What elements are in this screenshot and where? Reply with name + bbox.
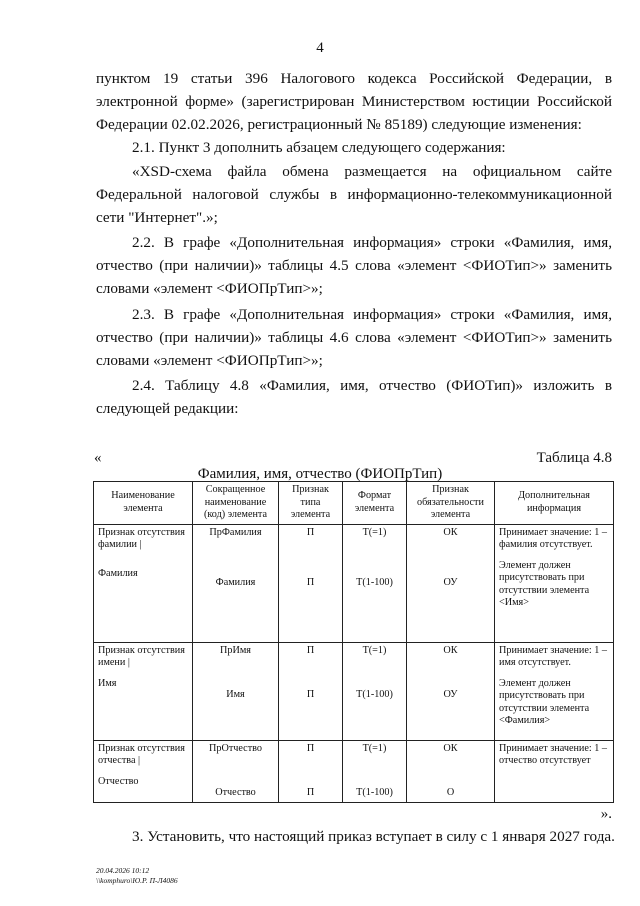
row-text: ПрИмя xyxy=(220,644,251,656)
table-row-name-group xyxy=(94,642,614,740)
row-text: Признак отсутствия фамилии | xyxy=(98,526,185,550)
paragraph-2-2: 2.2. В графе «Дополнительная информация» строки «Фамилия, имя, отчество (при наличии)» таблицы 4.5 слова «элемент <ФИОТип>» заменить словами «элемент <ФИОПрТип>»; xyxy=(96,234,612,297)
cell-required xyxy=(407,740,495,802)
elements-table xyxy=(93,481,614,803)
cell-element-name xyxy=(94,740,193,802)
cell-format xyxy=(343,524,407,642)
row-text: T(=1) xyxy=(362,526,387,538)
paragraph-continuation: пунктом 19 статьи 396 Налогового кодекса Российской Федерации, в электронной форме» (зарегистрирован Министерством юстиции Российской Федерации 02.02.2026, регистрационный № 85189) следующие изменения: xyxy=(96,70,612,133)
row-text: П xyxy=(306,577,315,588)
footer-path: \\komphuro\Ю.Р. П-Л4086 xyxy=(96,876,178,885)
cell-type xyxy=(279,740,343,802)
cell-required xyxy=(407,642,495,740)
quote-close: ». xyxy=(600,806,612,822)
table-row-surname-group xyxy=(94,524,614,642)
row-text: Принимает значение: 1 – имя отсутствует. xyxy=(499,644,607,668)
quote-open: « xyxy=(94,450,102,466)
row-text: ОУ xyxy=(443,689,458,700)
row-text: ОК xyxy=(443,644,458,656)
cell-code xyxy=(193,524,279,642)
table-title: Фамилия, имя, отчество (ФИОПрТип) xyxy=(197,466,443,482)
footer-stamp xyxy=(96,866,178,886)
table-row-patronymic-group xyxy=(94,740,614,802)
cell-element-name xyxy=(94,642,193,740)
row-text: ПрОтчество xyxy=(209,742,262,754)
row-text: T(1-100) xyxy=(356,689,393,700)
row-text: T(1-100) xyxy=(356,787,393,798)
cell-element-name xyxy=(94,524,193,642)
row-text: Признак отсутствия отчества | xyxy=(98,742,185,766)
header-cell: Признак обязательности элемента xyxy=(407,482,495,525)
header-cell: Признак типа элемента xyxy=(279,482,343,525)
row-text: Принимает значение: 1 – фамилия отсутствует. xyxy=(499,526,607,550)
row-text: П xyxy=(306,526,315,538)
cell-additional-info xyxy=(495,740,614,802)
paragraph-2-3: 2.3. В графе «Дополнительная информация» строки «Фамилия, имя, отчество (при наличии)» таблицы 4.6 слова «элемент <ФИОТип>» заменить словами «элемент <ФИОПрТип>»; xyxy=(96,306,612,369)
row-text: Признак отсутствия имени | xyxy=(98,644,185,668)
row-text: Принимает значение: 1 – отчество отсутствует xyxy=(499,742,607,766)
table-label: Таблица 4.8 xyxy=(536,450,612,466)
header-cell: Дополнительная информация xyxy=(495,482,614,525)
cell-code xyxy=(193,740,279,802)
paragraph-xsd-quote: «XSD-схема файла обмена размещается на официальном сайте Федеральной налоговой службы в информационно-телекоммуникационной сети "Интернет".»; xyxy=(96,163,612,226)
row-text: Отчество xyxy=(215,787,256,798)
page-number: 4 xyxy=(316,40,324,56)
row-text: ПрФамилия xyxy=(209,526,262,538)
row-text: Имя xyxy=(226,689,245,700)
row-text: T(=1) xyxy=(362,644,387,656)
cell-code xyxy=(193,642,279,740)
final-paragraph: 3. Установить, что настоящий приказ вступает в силу с 1 января 2027 года. xyxy=(132,828,615,845)
row-text: Фамилия xyxy=(215,577,256,588)
cell-format xyxy=(343,740,407,802)
cell-type xyxy=(279,642,343,740)
row-text: Элемент должен присутствовать при отсутствии элемента <Фамилия> xyxy=(499,677,590,726)
cell-additional-info xyxy=(495,642,614,740)
row-text: Имя xyxy=(98,677,117,689)
table-header-row xyxy=(94,482,614,525)
cell-format xyxy=(343,642,407,740)
row-text: T(1-100) xyxy=(356,577,393,588)
paragraph-2-4: 2.4. Таблицу 4.8 «Фамилия, имя, отчество (ФИОТип)» изложить в следующей редакции: xyxy=(96,377,612,417)
row-text: ОУ xyxy=(443,577,458,588)
paragraph-2-1: 2.1. Пункт 3 дополнить абзацем следующего содержания: xyxy=(132,139,506,156)
row-text: П xyxy=(306,689,315,700)
header-cell: Формат элемента xyxy=(343,482,407,525)
row-text: ОК xyxy=(443,742,458,754)
row-text: T(=1) xyxy=(362,742,387,754)
row-text: ОК xyxy=(443,526,458,538)
row-text: О xyxy=(446,787,455,798)
cell-additional-info xyxy=(495,524,614,642)
row-text: Фамилия xyxy=(98,567,138,579)
cell-type xyxy=(279,524,343,642)
row-text: П xyxy=(306,742,315,754)
header-cell: Наименование элемента xyxy=(94,482,193,525)
row-text: П xyxy=(306,787,315,798)
footer-date: 20.04.2026 10:12 xyxy=(96,866,150,875)
header-cell: Сокращенное наименование (код) элемента xyxy=(193,482,279,525)
row-text: Отчество xyxy=(98,775,139,787)
cell-required xyxy=(407,524,495,642)
row-text: П xyxy=(306,644,315,656)
row-text: Элемент должен присутствовать при отсутствии элемента <Имя> xyxy=(499,559,590,608)
